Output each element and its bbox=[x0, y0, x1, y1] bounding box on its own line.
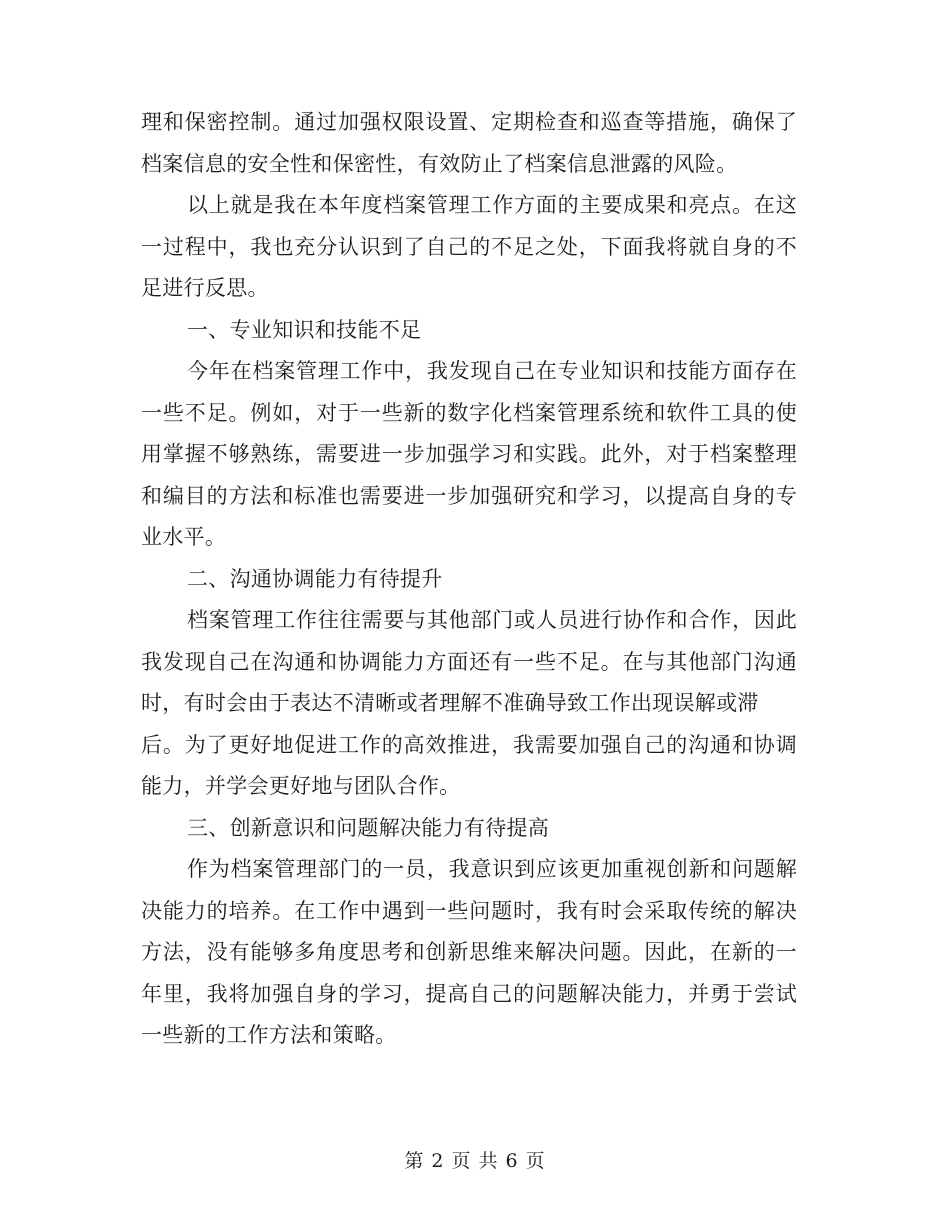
text-line: 一些新的工作方法和策略。 bbox=[141, 1023, 397, 1047]
heading-line: 三、创新意识和问题解决能力有待提高 bbox=[187, 815, 550, 840]
text-line: 和编目的方法和标准也需要进一步加强研究和学习，以提高自身的专 bbox=[141, 483, 797, 508]
text-line: 年里，我将加强自身的学习，提高自己的问题解决能力，并勇于尝试 bbox=[141, 981, 797, 1006]
text-line: 用掌握不够熟练，需要进一步加强学习和实践。此外，对于档案整理 bbox=[141, 442, 797, 466]
text-line: 我发现自己在沟通和协调能力方面还有一些不足。在与其他部门沟通 bbox=[141, 649, 797, 674]
heading-line: 二、沟通协调能力有待提升 bbox=[187, 566, 443, 591]
paragraph-summary bbox=[141, 185, 797, 310]
text-line: 档案管理工作往往需要与其他部门或人员进行协作和合作，因此 bbox=[187, 608, 797, 632]
text-line: 一些不足。例如，对于一些新的数字化档案管理系统和软件工具的使 bbox=[141, 400, 797, 425]
paragraph-section-1 bbox=[141, 351, 797, 559]
paragraph-section-2 bbox=[141, 600, 797, 808]
text-line: 档案信息的安全性和保密性，有效防止了档案信息泄露的风险。 bbox=[141, 151, 738, 176]
text-line: 方法，没有能够多角度思考和创新思维来解决问题。因此，在新的一 bbox=[141, 940, 797, 964]
text-line: 业水平。 bbox=[141, 525, 227, 549]
paragraph-continued bbox=[141, 102, 797, 185]
section-heading-3 bbox=[141, 808, 797, 850]
text-line: 后。为了更好地促进工作的高效推进，我需要加强自己的沟通和协调 bbox=[141, 732, 797, 757]
text-line: 理和保密控制。通过加强权限设置、定期检查和巡查等措施，确保了 bbox=[141, 110, 797, 134]
paragraph-section-3 bbox=[141, 849, 797, 1057]
text-line: 决能力的培养。在工作中遇到一些问题时，我有时会采取传统的解决 bbox=[141, 898, 797, 923]
text-line: 今年在档案管理工作中，我发现自己在专业知识和技能方面存在 bbox=[187, 359, 797, 383]
section-heading-2 bbox=[141, 559, 797, 601]
document-body bbox=[141, 102, 797, 1057]
text-line: 以上就是我在本年度档案管理工作方面的主要成果和亮点。在这 bbox=[187, 193, 797, 217]
page-number-footer: 第 2 页 共 6 页 bbox=[404, 1150, 546, 1172]
text-line: 一过程中，我也充分认识到了自己的不足之处，下面我将就自身的不 bbox=[141, 234, 797, 259]
heading-line: 一、专业知识和技能不足 bbox=[187, 317, 422, 342]
section-heading-1 bbox=[141, 310, 797, 352]
text-line: 足进行反思。 bbox=[141, 276, 269, 300]
text-line: 作为档案管理部门的一员，我意识到应该更加重视创新和问题解 bbox=[187, 857, 797, 881]
text-line: 能力，并学会更好地与团队合作。 bbox=[141, 774, 461, 798]
text-line: 时，有时会由于表达不清晰或者理解不准确导致工作出现误解或滞 bbox=[141, 691, 759, 715]
